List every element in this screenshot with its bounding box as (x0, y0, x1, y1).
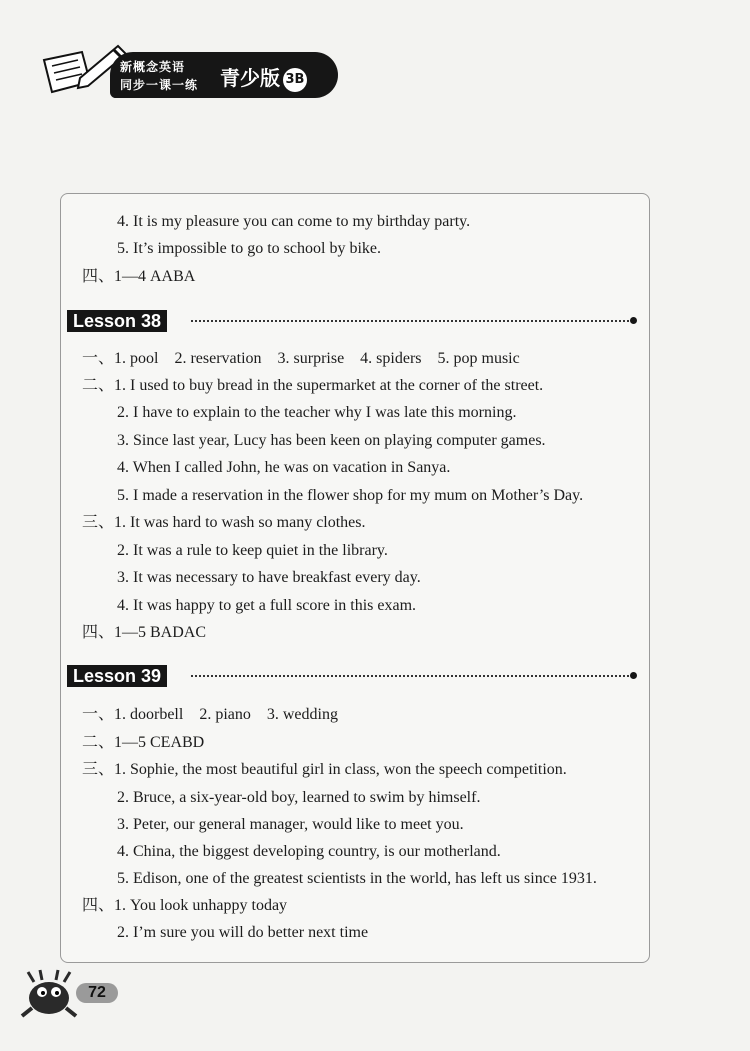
answer-line: 3. Since last year, Lucy has been keen on playing computer games. (117, 432, 546, 449)
answer-line: 4. When I called John, he was on vacation in Sanya. (117, 459, 451, 476)
answer-line: 3. Peter, our general manager, would like to meet you. (117, 816, 464, 833)
answer-line: 三、1. Sophie, the most beautiful girl in class, won the speech competition. (82, 761, 567, 778)
answer-line: 四、1. You look unhappy today (82, 897, 288, 914)
rule-end-dot (630, 672, 637, 679)
answer-line: 3. It was necessary to have breakfast every day. (117, 569, 421, 586)
answer-line: 4. China, the biggest developing country, is our motherland. (117, 843, 501, 860)
answer-line: 四、1—5 BADAC (82, 624, 207, 641)
title-banner (110, 52, 338, 98)
answer-line: 5. I made a reservation in the flower shop for my mum on Mother’s Day. (117, 487, 584, 504)
answer-line: 2. Bruce, a six-year-old boy, learned to swim by himself. (117, 789, 481, 806)
lesson-39-heading (67, 665, 637, 687)
answer-line: 2. It was a rule to keep quiet in the library. (117, 542, 388, 559)
answer-line: 2. I’m sure you will do better next time (117, 924, 369, 941)
answer-line: 5. Edison, one of the greatest scientists in the world, has left us since 1931. (117, 870, 597, 887)
series-title-line2: 同步一课一练 (120, 78, 199, 92)
lesson-title: Lesson 38 (67, 310, 167, 332)
answer-line: 二、1. I used to buy bread in the supermarket at the corner of the street. (82, 377, 544, 394)
answer-line: 4. It is my pleasure you can come to my birthday party. (117, 213, 471, 230)
answer-line: 三、1. It was hard to wash so many clothes. (82, 514, 366, 531)
bug-mascot-icon (14, 968, 84, 1018)
edition-title (220, 62, 307, 92)
dotted-rule (191, 320, 629, 322)
series-title-line1: 新概念英语 (120, 60, 186, 74)
edition-label: 青少版 (220, 66, 280, 90)
answer-line: 4. It was happy to get a full score in this exam. (117, 597, 417, 614)
dotted-rule (191, 675, 629, 677)
answer-line: 一、1. doorbell 2. piano 3. wedding (82, 706, 338, 723)
lesson-38-heading (67, 310, 637, 332)
rule-end-dot (630, 317, 637, 324)
lesson-title: Lesson 39 (67, 665, 167, 687)
answer-line: 四、1—4 AABA (82, 268, 196, 285)
volume-badge: 3B (283, 68, 307, 92)
answer-line: 二、1—5 CEABD (82, 734, 205, 751)
answer-line: 2. I have to explain to the teacher why I was late this morning. (117, 404, 517, 421)
answer-line: 一、1. pool 2. reservation 3. surprise 4. spiders 5. pop music (82, 350, 520, 367)
answer-line: 5. It’s impossible to go to school by bike. (117, 240, 381, 257)
page-number: 72 (76, 983, 118, 1003)
book-header (30, 38, 320, 108)
